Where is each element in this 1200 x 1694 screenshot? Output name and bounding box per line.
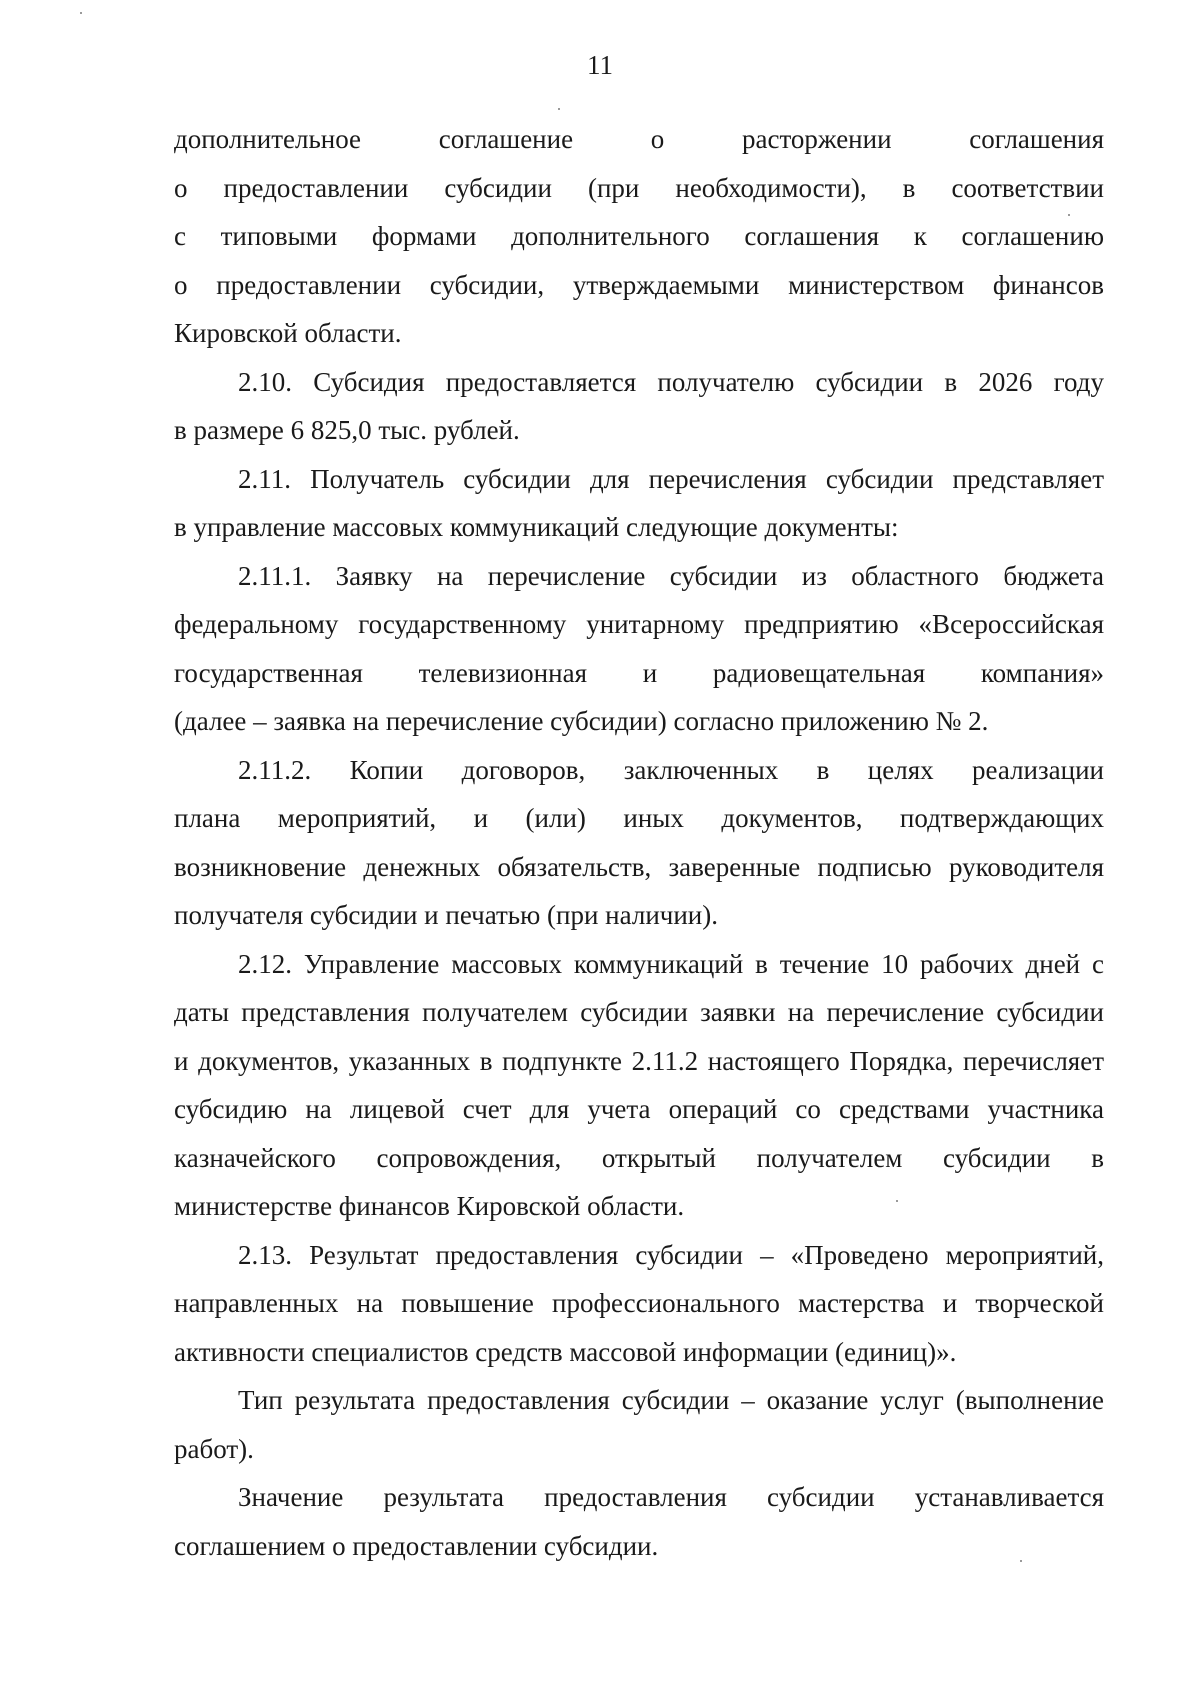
text-line: направленных на повышение профессионального мастерства и творческой	[174, 1288, 1104, 1318]
text-line: Тип результата предоставления субсидии – оказание услуг (выполнение	[238, 1385, 1104, 1415]
paragraph-result-value	[174, 1473, 1104, 1570]
paragraph-2-10	[174, 358, 1104, 455]
scan-speck	[896, 1200, 898, 1202]
paragraph-2-11-2	[174, 746, 1104, 940]
text-line: плана мероприятий, и (или) иных документов, подтверждающих	[174, 803, 1104, 833]
text-line: работ).	[174, 1433, 254, 1464]
text-line: 2.12. Управление массовых коммуникаций в течение 10 рабочих дней с	[238, 948, 1104, 979]
paragraph-result-type	[174, 1376, 1104, 1473]
text-line: возникновение денежных обязательств, заверенные подписью руководителя	[174, 851, 1104, 882]
paragraph-2-11-1	[174, 552, 1104, 746]
text-line: о предоставлении субсидии (при необходимости), в соответствии	[174, 172, 1104, 203]
document-body	[174, 115, 1104, 1570]
text-line: министерстве финансов Кировской области.	[174, 1191, 685, 1221]
text-line: 2.11.2. Копии договоров, заключенных в целях реализации	[238, 754, 1104, 785]
text-line: субсидию на лицевой счет для учета операций со средствами участника	[174, 1094, 1104, 1124]
text-line: дополнительное соглашение о расторжении соглашения	[174, 124, 1104, 154]
text-line: федеральному государственному унитарному предприятию «Всероссийская	[174, 609, 1104, 639]
text-line: казначейского сопровождения, открытый получателем субсидии в	[174, 1142, 1104, 1173]
scan-speck	[558, 108, 560, 110]
text-line: соглашением о предоставлении субсидии.	[174, 1530, 659, 1561]
paragraph-continuation	[174, 115, 1104, 358]
scan-speck	[80, 12, 82, 14]
paragraph-2-11	[174, 455, 1104, 552]
text-line: о предоставлении субсидии, утверждаемыми министерством финансов	[174, 269, 1104, 300]
page-number: 11	[587, 50, 613, 80]
text-line: и документов, указанных в подпункте 2.11.2 настоящего Порядка, перечисляет	[174, 1045, 1104, 1076]
text-line: активности специалистов средств массовой информации (единиц)».	[174, 1336, 957, 1367]
text-line: получателя субсидии и печатью (при наличии).	[174, 900, 718, 930]
scan-speck	[1068, 214, 1070, 216]
text-line: государственная телевизионная и радиовещательная компания»	[174, 657, 1104, 688]
text-line: в размере 6 825,0 тыс. рублей.	[174, 415, 520, 445]
paragraph-2-13	[174, 1231, 1104, 1377]
scan-speck	[1020, 1560, 1022, 1562]
text-line: 2.10. Субсидия предоставляется получателю субсидии в 2026 году	[238, 366, 1104, 397]
text-line: Кировской области.	[174, 318, 402, 348]
text-line: (далее – заявка на перечисление субсидии) согласно приложению № 2.	[174, 706, 989, 736]
text-line: в управление массовых коммуникаций следующие документы:	[174, 512, 899, 542]
text-line: даты представления получателем субсидии заявки на перечисление субсидии	[174, 997, 1104, 1027]
text-line: с типовыми формами дополнительного соглашения к соглашению	[174, 221, 1104, 251]
text-line: 2.11.1. Заявку на перечисление субсидии из областного бюджета	[238, 560, 1104, 591]
paragraph-2-12	[174, 940, 1104, 1231]
text-line: 2.11. Получатель субсидии для перечисления субсидии представляет	[238, 463, 1104, 494]
text-line: Значение результата предоставления субсидии устанавливается	[238, 1482, 1104, 1512]
text-line: 2.13. Результат предоставления субсидии – «Проведено мероприятий,	[238, 1239, 1104, 1270]
